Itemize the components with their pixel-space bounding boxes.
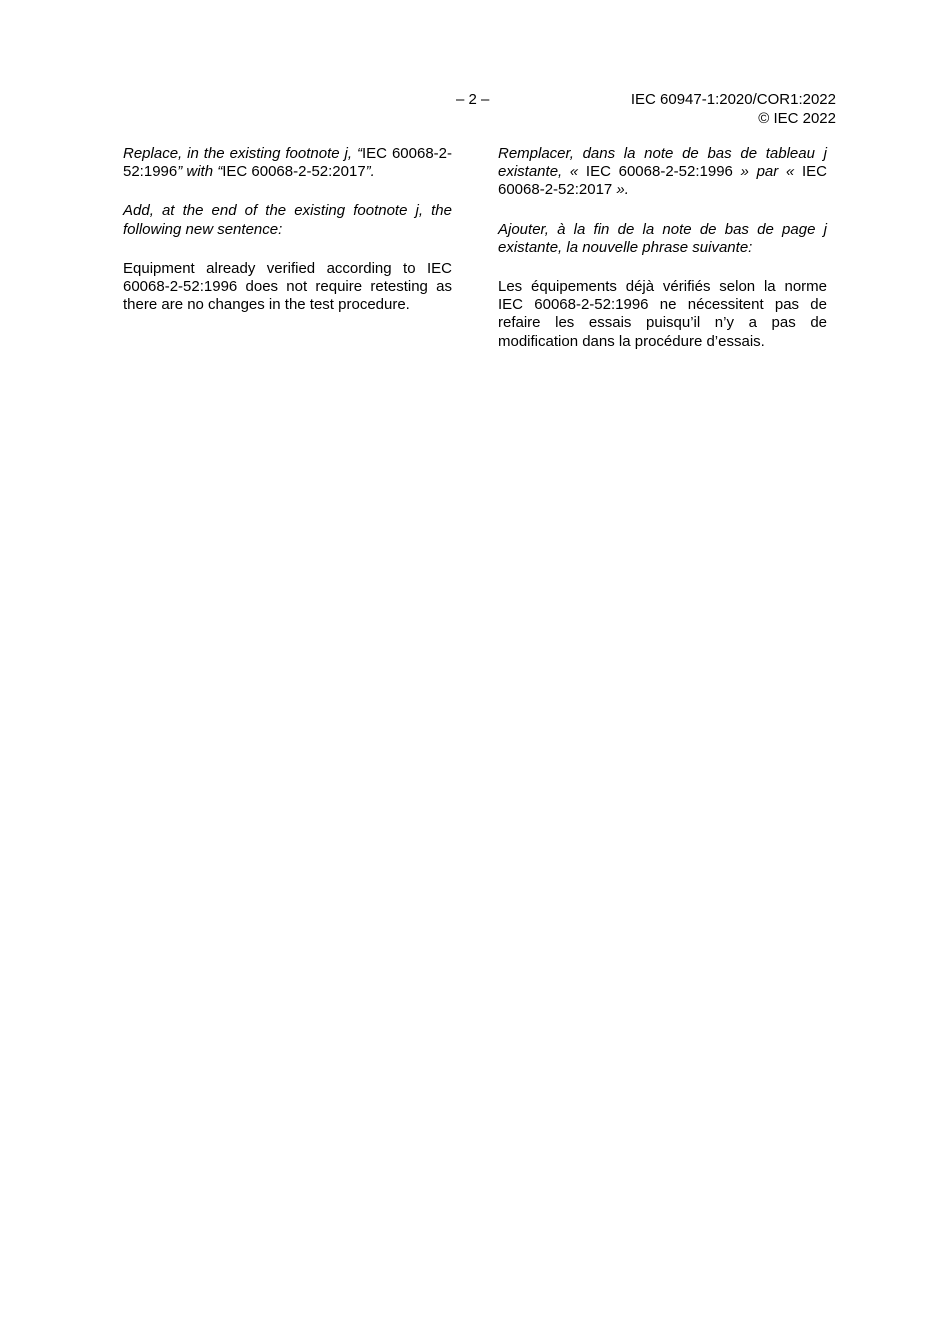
french-new-sentence: Les équipements déjà vérifiés selon la norme IEC 60068-2-52:1996 ne nécessitent pas de refaire les essais puisqu’il n’y a pas de modification dans la procédure d’essais. — [498, 278, 827, 350]
english-new-sentence: Equipment already verified according to IEC 60068-2-52:1996 does not require retesting as there are no changes in the test procedure. — [123, 259, 452, 314]
french-column — [498, 145, 827, 372]
copyright-notice: © IEC 2022 — [758, 110, 836, 127]
english-replace-text-e: ”. — [365, 163, 375, 181]
english-instruction-add: Add, at the end of the existing footnote j, the following new sentence: — [123, 202, 452, 238]
english-instruction-replace — [123, 145, 452, 181]
document-reference — [631, 90, 836, 128]
english-replace-text-a: Replace, in the existing footnote j, “ — [123, 145, 362, 162]
english-column — [123, 145, 452, 335]
french-replace-text-c: » par « — [732, 163, 802, 181]
standard-reference: IEC 60947-1:2020/COR1:2022 — [630, 91, 836, 108]
english-old-reference: IEC 60068-2-52:1996 — [123, 145, 452, 181]
french-replace-text-e: ». — [612, 181, 629, 199]
french-instruction-add: Ajouter, à la fin de la note de bas de page j existante, la nouvelle phrase suivante: — [498, 220, 827, 256]
english-new-reference: IEC 60068-2-52:2017 — [222, 163, 366, 181]
french-new-reference: IEC 60068-2-52:2017 — [498, 163, 827, 199]
french-old-reference: IEC 60068-2-52:1996 — [585, 163, 733, 181]
page-number: – 2 – — [456, 91, 490, 108]
english-replace-text-c: ” with “ — [177, 163, 223, 181]
french-replace-text-a: Remplacer, dans la note de bas de tableau j existante, « — [498, 145, 827, 181]
french-instruction-replace — [498, 145, 827, 200]
